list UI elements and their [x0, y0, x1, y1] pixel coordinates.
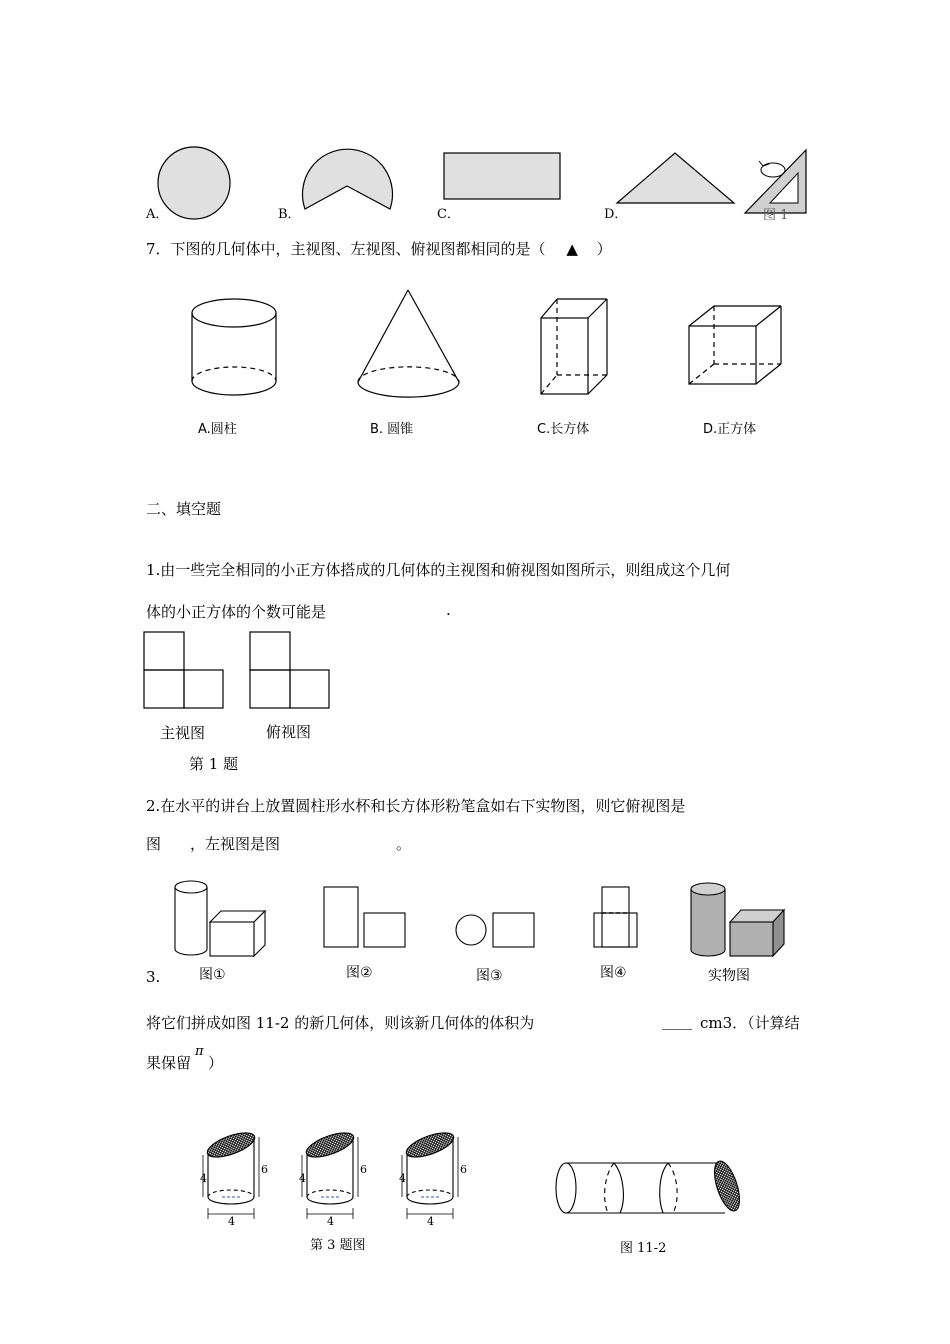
- f2-line2-a: 图: [146, 835, 162, 853]
- q6-option-a-label: A．: [146, 207, 169, 222]
- f2-fig4-label: 图④: [600, 965, 627, 981]
- f2-fig3-label: 图③: [476, 968, 503, 984]
- f3-dim-long-3: 6: [460, 1163, 467, 1176]
- f2-fig2-label: 图②: [346, 965, 373, 981]
- q6-option-b-label: B．: [278, 207, 301, 222]
- f3-dim-long-2: 6: [360, 1163, 367, 1176]
- q7-label-d: D.正方体: [703, 422, 757, 437]
- f1-line2: 体的小正方体的个数可能是: [146, 603, 327, 621]
- f3-dim-diameter-2: 4: [327, 1215, 334, 1228]
- f3-line2-b: ）: [208, 1054, 224, 1072]
- f1-line1: 1.由一些完全相同的小正方体搭成的几何体的主视图和俯视图如图所示，则组成这个几何: [146, 561, 731, 579]
- f1-line2-end: .: [446, 601, 451, 619]
- f3-caption-left: 第 3 题图: [310, 1238, 366, 1253]
- f3-line1-a: 将它们拼成如图 11-2 的新几何体，则该新几何体的体积为: [146, 1014, 535, 1032]
- q6-option-c-label: C．: [437, 207, 460, 222]
- q7-question-text: 7．下图的几何体中，主视图、左视图、俯视图都相同的是（: [146, 240, 546, 258]
- f3-dim-short-2: 4: [299, 1172, 306, 1185]
- q7-label-c: C.长方体: [537, 422, 590, 437]
- f3-dim-diameter-1: 4: [228, 1215, 235, 1228]
- f3-line2-a: 果保留: [146, 1054, 192, 1072]
- f3-cut-cylinder-1: [203, 1128, 259, 1219]
- f2-line2-b: ，左视图是图: [190, 835, 281, 853]
- f3-pi-symbol: π: [195, 1044, 204, 1059]
- f3-number: 3.: [146, 968, 161, 986]
- f3-line1-b: cm3．（计算结: [700, 1014, 800, 1032]
- f3-caption-right: 图 11-2: [620, 1241, 667, 1256]
- f3-combined-solid: [556, 1158, 745, 1214]
- f2-line1: 2.在水平的讲台上放置圆柱形水杯和长方体形粉笔盒如右下实物图，则它俯视图是: [146, 797, 686, 815]
- f3-dim-diameter-3: 4: [427, 1215, 434, 1228]
- f1-caption: 第 1 题: [189, 755, 239, 773]
- q6-option-d-label: D．: [604, 207, 628, 222]
- f3-dim-short-1: 4: [200, 1172, 207, 1185]
- f3-line1-blank: ____: [662, 1012, 692, 1030]
- q7-label-a: A.圆柱: [198, 422, 237, 437]
- f1-top-view-label: 俯视图: [266, 723, 312, 741]
- f2-line2-c: 。: [396, 835, 412, 853]
- f3-cut-cylinder-2: [302, 1128, 358, 1219]
- q7-label-b: B. 圆锥: [370, 422, 414, 437]
- f2-fig1-label: 图①: [199, 967, 226, 983]
- q7-answer-mark: ▲: [566, 240, 578, 258]
- q7-close-paren: ）: [596, 240, 612, 258]
- f3-cut-cylinder-3: [402, 1128, 458, 1219]
- f2-real-label: 实物图: [708, 968, 750, 984]
- f1-main-view-label: 主视图: [160, 724, 206, 742]
- section-title: 二、填空题: [146, 500, 222, 518]
- f3-dim-short-3: 4: [399, 1172, 406, 1185]
- q6-fig1-caption: 图 1: [763, 208, 789, 223]
- f3-dim-long-1: 6: [261, 1163, 268, 1176]
